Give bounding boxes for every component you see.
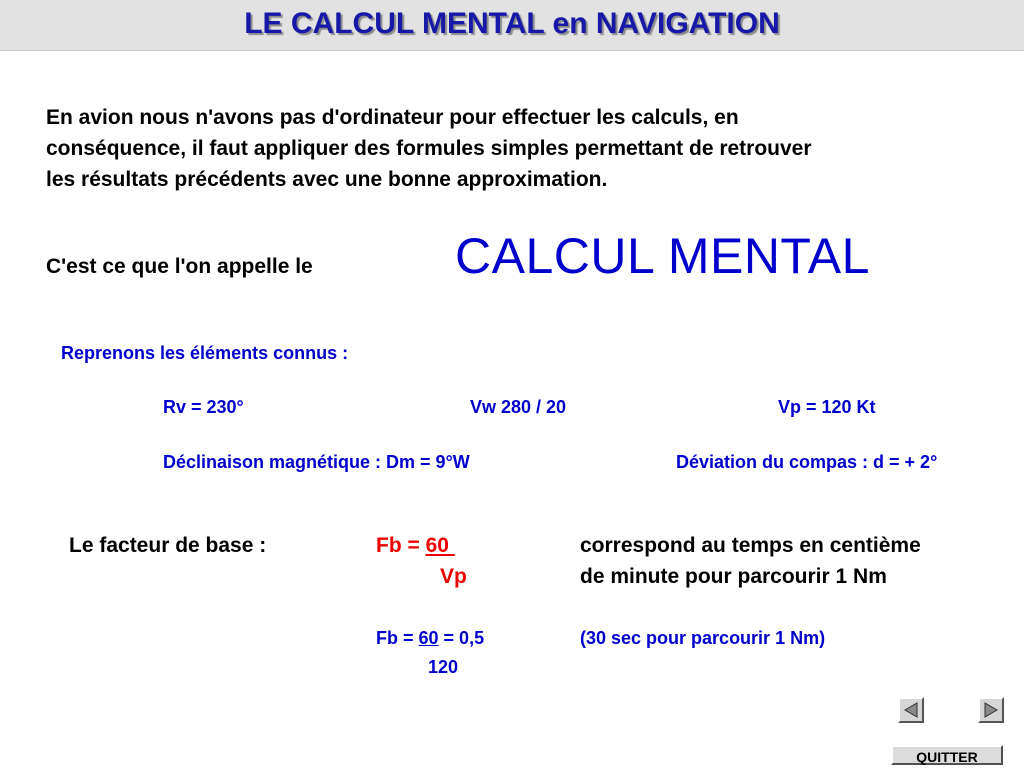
next-button[interactable] — [978, 697, 1004, 723]
example-formula — [376, 626, 484, 650]
intro-line-2: conséquence, il faut appliquer des formules simples permettant de retrouver — [46, 137, 812, 160]
base-factor-lhs: Fb = — [376, 534, 426, 557]
base-factor-numerator: 60 — [425, 534, 449, 557]
example-note: (30 sec pour parcourir 1 Nm) — [580, 628, 826, 648]
base-factor-denominator: Vp — [440, 565, 467, 588]
base-factor-label: Le facteur de base : — [69, 534, 267, 557]
known-vw: Vw 280 / 20 — [470, 397, 567, 417]
concept-name: CALCUL MENTAL — [455, 228, 870, 284]
concept-lead: C'est ce que l'on appelle le — [46, 255, 313, 278]
example-result: = 0,5 — [438, 628, 485, 648]
previous-button[interactable] — [898, 697, 924, 723]
title-bar — [0, 0, 1024, 51]
known-rv: Rv = 230° — [163, 397, 244, 417]
triangle-right-icon — [981, 700, 1001, 720]
example-lhs: Fb = — [376, 628, 419, 648]
known-deviation: Déviation du compas : d = + 2° — [676, 452, 938, 472]
base-factor-desc-line-1: correspond au temps en centième — [580, 534, 921, 557]
page-title: LE CALCUL MENTAL en NAVIGATION — [244, 7, 780, 40]
base-factor-formula — [376, 531, 455, 561]
example-denominator: 120 — [428, 657, 459, 677]
intro-line-3: les résultats précédents avec une bonne approximation. — [46, 168, 608, 191]
base-factor-numerator-wrap — [426, 534, 455, 557]
base-factor-desc-line-2: de minute pour parcourir 1 Nm — [580, 565, 887, 588]
quit-button[interactable]: QUITTER — [891, 745, 1003, 765]
triangle-left-icon — [901, 700, 921, 720]
known-dm: Déclinaison magnétique : Dm = 9°W — [163, 452, 470, 472]
example-numerator: 60 — [418, 628, 439, 648]
intro-line-1: En avion nous n'avons pas d'ordinateur pour effectuer les calculs, en — [46, 106, 739, 129]
known-vp: Vp = 120 Kt — [778, 397, 876, 417]
known-heading: Reprenons les éléments connus : — [61, 343, 349, 363]
